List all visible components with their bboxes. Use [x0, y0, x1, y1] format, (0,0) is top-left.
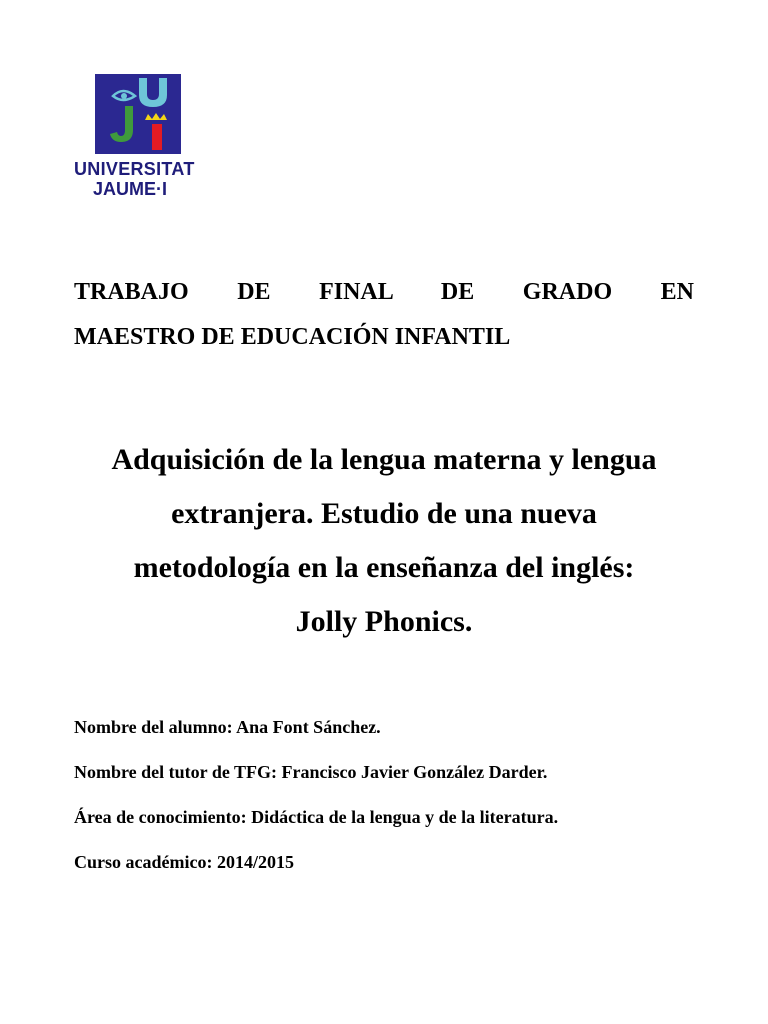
title-line-4: Jolly Phonics. — [295, 605, 473, 638]
degree-line-1: TRABAJO DE FINAL DE GRADO EN — [74, 279, 694, 305]
student-name: Nombre del alumno: Ana Font Sánchez. — [74, 717, 381, 737]
thesis-details — [74, 710, 714, 890]
academic-year: Curso académico: 2014/2015 — [74, 852, 294, 872]
logo-line-2: JAUME·I — [93, 179, 168, 199]
degree-heading — [74, 270, 694, 360]
title-line-1: Adquisición de la lengua materna y lengua — [111, 443, 657, 476]
logo-line-1: UNIVERSITAT — [74, 159, 195, 179]
university-logo — [74, 74, 206, 200]
knowledge-area: Área de conocimiento: Didáctica de la lengua y de la literatura. — [74, 807, 559, 827]
title-line-3: metodología en la enseñanza del inglés: — [133, 551, 635, 584]
degree-line-2: MAESTRO DE EDUCACIÓN INFANTIL — [74, 324, 511, 350]
university-emblem-icon — [95, 74, 181, 154]
tutor-name: Nombre del tutor de TFG: Francisco Javier González Darder. — [74, 762, 548, 782]
title-line-2: extranjera. Estudio de una nueva — [171, 497, 597, 530]
thesis-title — [70, 433, 698, 649]
university-name — [74, 160, 195, 198]
